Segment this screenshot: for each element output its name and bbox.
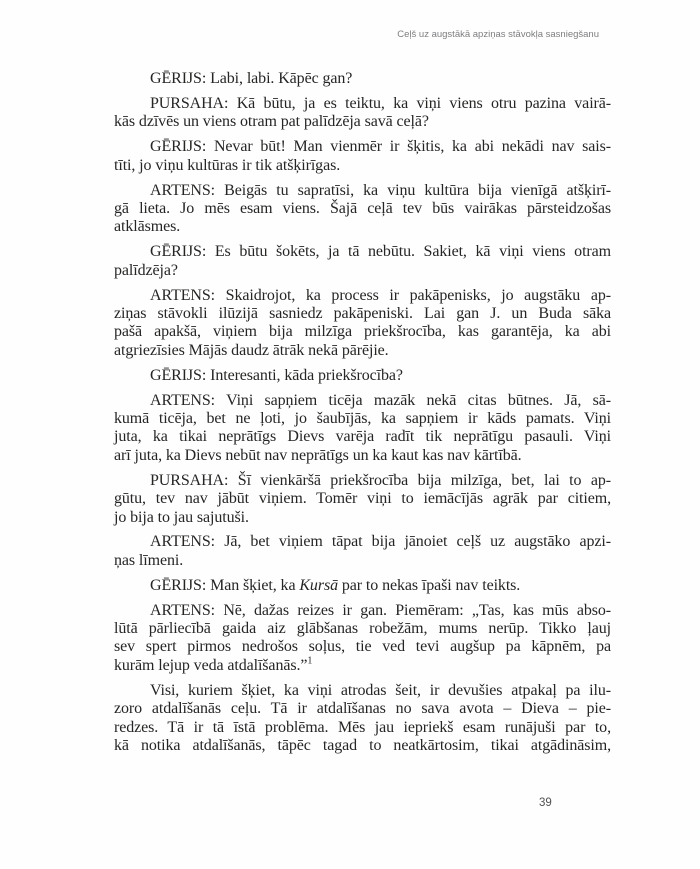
text-line [114,682,611,700]
text-segment: par to nekas īpaši nav teikts. [338,576,521,594]
text-line [114,552,611,570]
running-header: Ceļš uz augstākā apziņas stāvokļa sasniegšanu [397,29,599,40]
text-segment: GĒRIJS: Man šķiet, ka [150,576,300,594]
paragraph [114,138,611,175]
paragraph [114,533,611,570]
text-line [114,342,611,360]
text-segment: GĒRIJS: Labi, labi. Kāpēc gan? [150,70,353,87]
text-segment: Visi, kuriem šķiet, ka viņi atrodas šeit, ir devušies atpakaļ pa ilu- [150,681,611,699]
text-line [114,490,611,508]
text-segment: GĒRIJS: Nevar būt! Man vienmēr ir šķitis, ka abi nekādi nav sais- [150,138,611,156]
text-segment: arī juta, ka Dievs nebūt nav neprātīgs un ka kaut kas nav kārtībā. [114,446,522,464]
text-line [114,472,611,490]
paragraph [114,182,611,237]
text-line [114,509,611,527]
text-line [114,113,611,131]
text-line [114,657,611,675]
text-segment: kumā ticēja, bet ne ļoti, jo šaubījās, ka sapņiem ir kāds pamats. Viņi [114,410,611,427]
text-segment: juta, ka tikai neprātīgs Dievs varēja radīt tik neprātīgu pasauli. Viņi [114,428,611,446]
paragraph [114,472,611,527]
paragraph [114,577,611,595]
text-segment: atklāsmes. [114,218,181,236]
footnote-ref: 1 [307,655,313,667]
text-segment: palīdzēja? [114,261,178,279]
paragraph [114,70,611,88]
body-text [114,70,611,755]
text-segment: kās dzīvēs un viens otram pat palīdzēja savā ceļā? [114,113,429,131]
text-line [114,70,611,88]
text-line [114,138,611,156]
text-line [114,737,611,755]
text-segment: ARTENS: Jā, bet viņiem tāpat bija jānoiet ceļš uz augstāko apzi- [150,533,611,551]
text-segment: PURSAHA: Šī vienkāršā priekšrocība bija milzīga, bet, lai to ap- [150,471,611,489]
text-segment: ARTENS: Viņi sapņiem ticēja mazāk nekā citas būtnes. Jā, sā- [150,391,611,409]
text-segment: jo bija to jau sajutuši. [114,508,249,526]
text-segment: ņas līmeni. [114,551,184,569]
text-segment: gūtu, tev nav jābūt viņiem. Tomēr viņi to iemācījās agrāk par citiem, [114,490,611,508]
text-line [114,323,611,341]
italic-term: Kursā [299,576,338,594]
text-line [114,262,611,280]
text-segment: zoro atdalīšanās ceļu. Tā ir atdalīšanas no sava avota – Dieva – pie- [114,700,611,718]
text-line [114,638,611,656]
text-line [114,182,611,200]
text-segment: GĒRIJS: Interesanti, kāda priekšrocība? [150,366,403,384]
text-segment: ARTENS: Skaidrojot, ka process ir pakāpenisks, jo augstāku ap- [150,286,611,304]
text-segment: tīti, jo viņu kultūras ir tik atšķirīgas. [114,156,341,174]
text-line [114,410,611,428]
text-segment: ARTENS: Nē, dažas reizes ir gan. Piemēram: „Tas, kas mūs abso- [150,601,611,619]
text-line [114,287,611,305]
text-line [114,243,611,261]
text-line [114,533,611,551]
paragraph [114,392,611,466]
text-line [114,700,611,718]
text-line [114,200,611,218]
text-segment: GĒRIJS: Es būtu šokēts, ja tā nebūtu. Sakiet, kā viņi viens otram [150,243,611,261]
text-line [114,577,611,595]
text-line [114,428,611,446]
paragraph [114,682,611,756]
text-line [114,157,611,175]
text-line [114,95,611,113]
text-segment: atgriezīsies Mājās daudz ātrāk nekā pārējie. [114,341,389,359]
text-line [114,367,611,385]
paragraph [114,287,611,361]
text-segment: redzes. Tā ir tā īstā problēma. Mēs jau iepriekš esam runājuši par to, [114,718,611,736]
text-segment: kā notika atdalīšanās, tāpēc tagad to neatkārtosim, tikai atgādināsim, [114,737,611,754]
text-line [114,218,611,236]
paragraph [114,95,611,132]
text-line [114,447,611,465]
text-segment: pašā apakšā, viņiem bija milzīga priekšrocība, kas garantēja, ka abi [114,323,611,341]
text-segment: gā lieta. Jo mēs esam viens. Šajā ceļā tev būs vairākas pārsteidzošas [114,199,611,217]
text-segment: kurām lejup veda atdalīšanās.” [114,656,308,674]
text-line [114,602,611,620]
paragraph [114,367,611,385]
text-segment: lūtā pārliecībā gaida aiz glābšanas robežām, mums nerūp. Tikko ļauj [114,620,611,638]
page-number: 39 [539,797,552,809]
text-line [114,392,611,410]
paragraph [114,602,611,676]
text-segment: ARTENS: Beigās tu sapratīsi, ka viņu kultūra bija vienīgā atšķirī- [150,181,611,199]
text-line [114,620,611,638]
text-segment: ziņas stāvokli ilūzijā sasniedz pakāpeniski. Lai gan J. un Buda sāka [114,304,611,322]
text-line [114,719,611,737]
text-segment: sev spert pirmos nedrošos soļus, tie ved tevi augšup pa kāpnēm, pa [114,638,611,656]
paragraph [114,243,611,280]
text-line [114,305,611,323]
text-segment: PURSAHA: Kā būtu, ja es teiktu, ka viņi viens otru pazina vairā- [150,94,611,112]
